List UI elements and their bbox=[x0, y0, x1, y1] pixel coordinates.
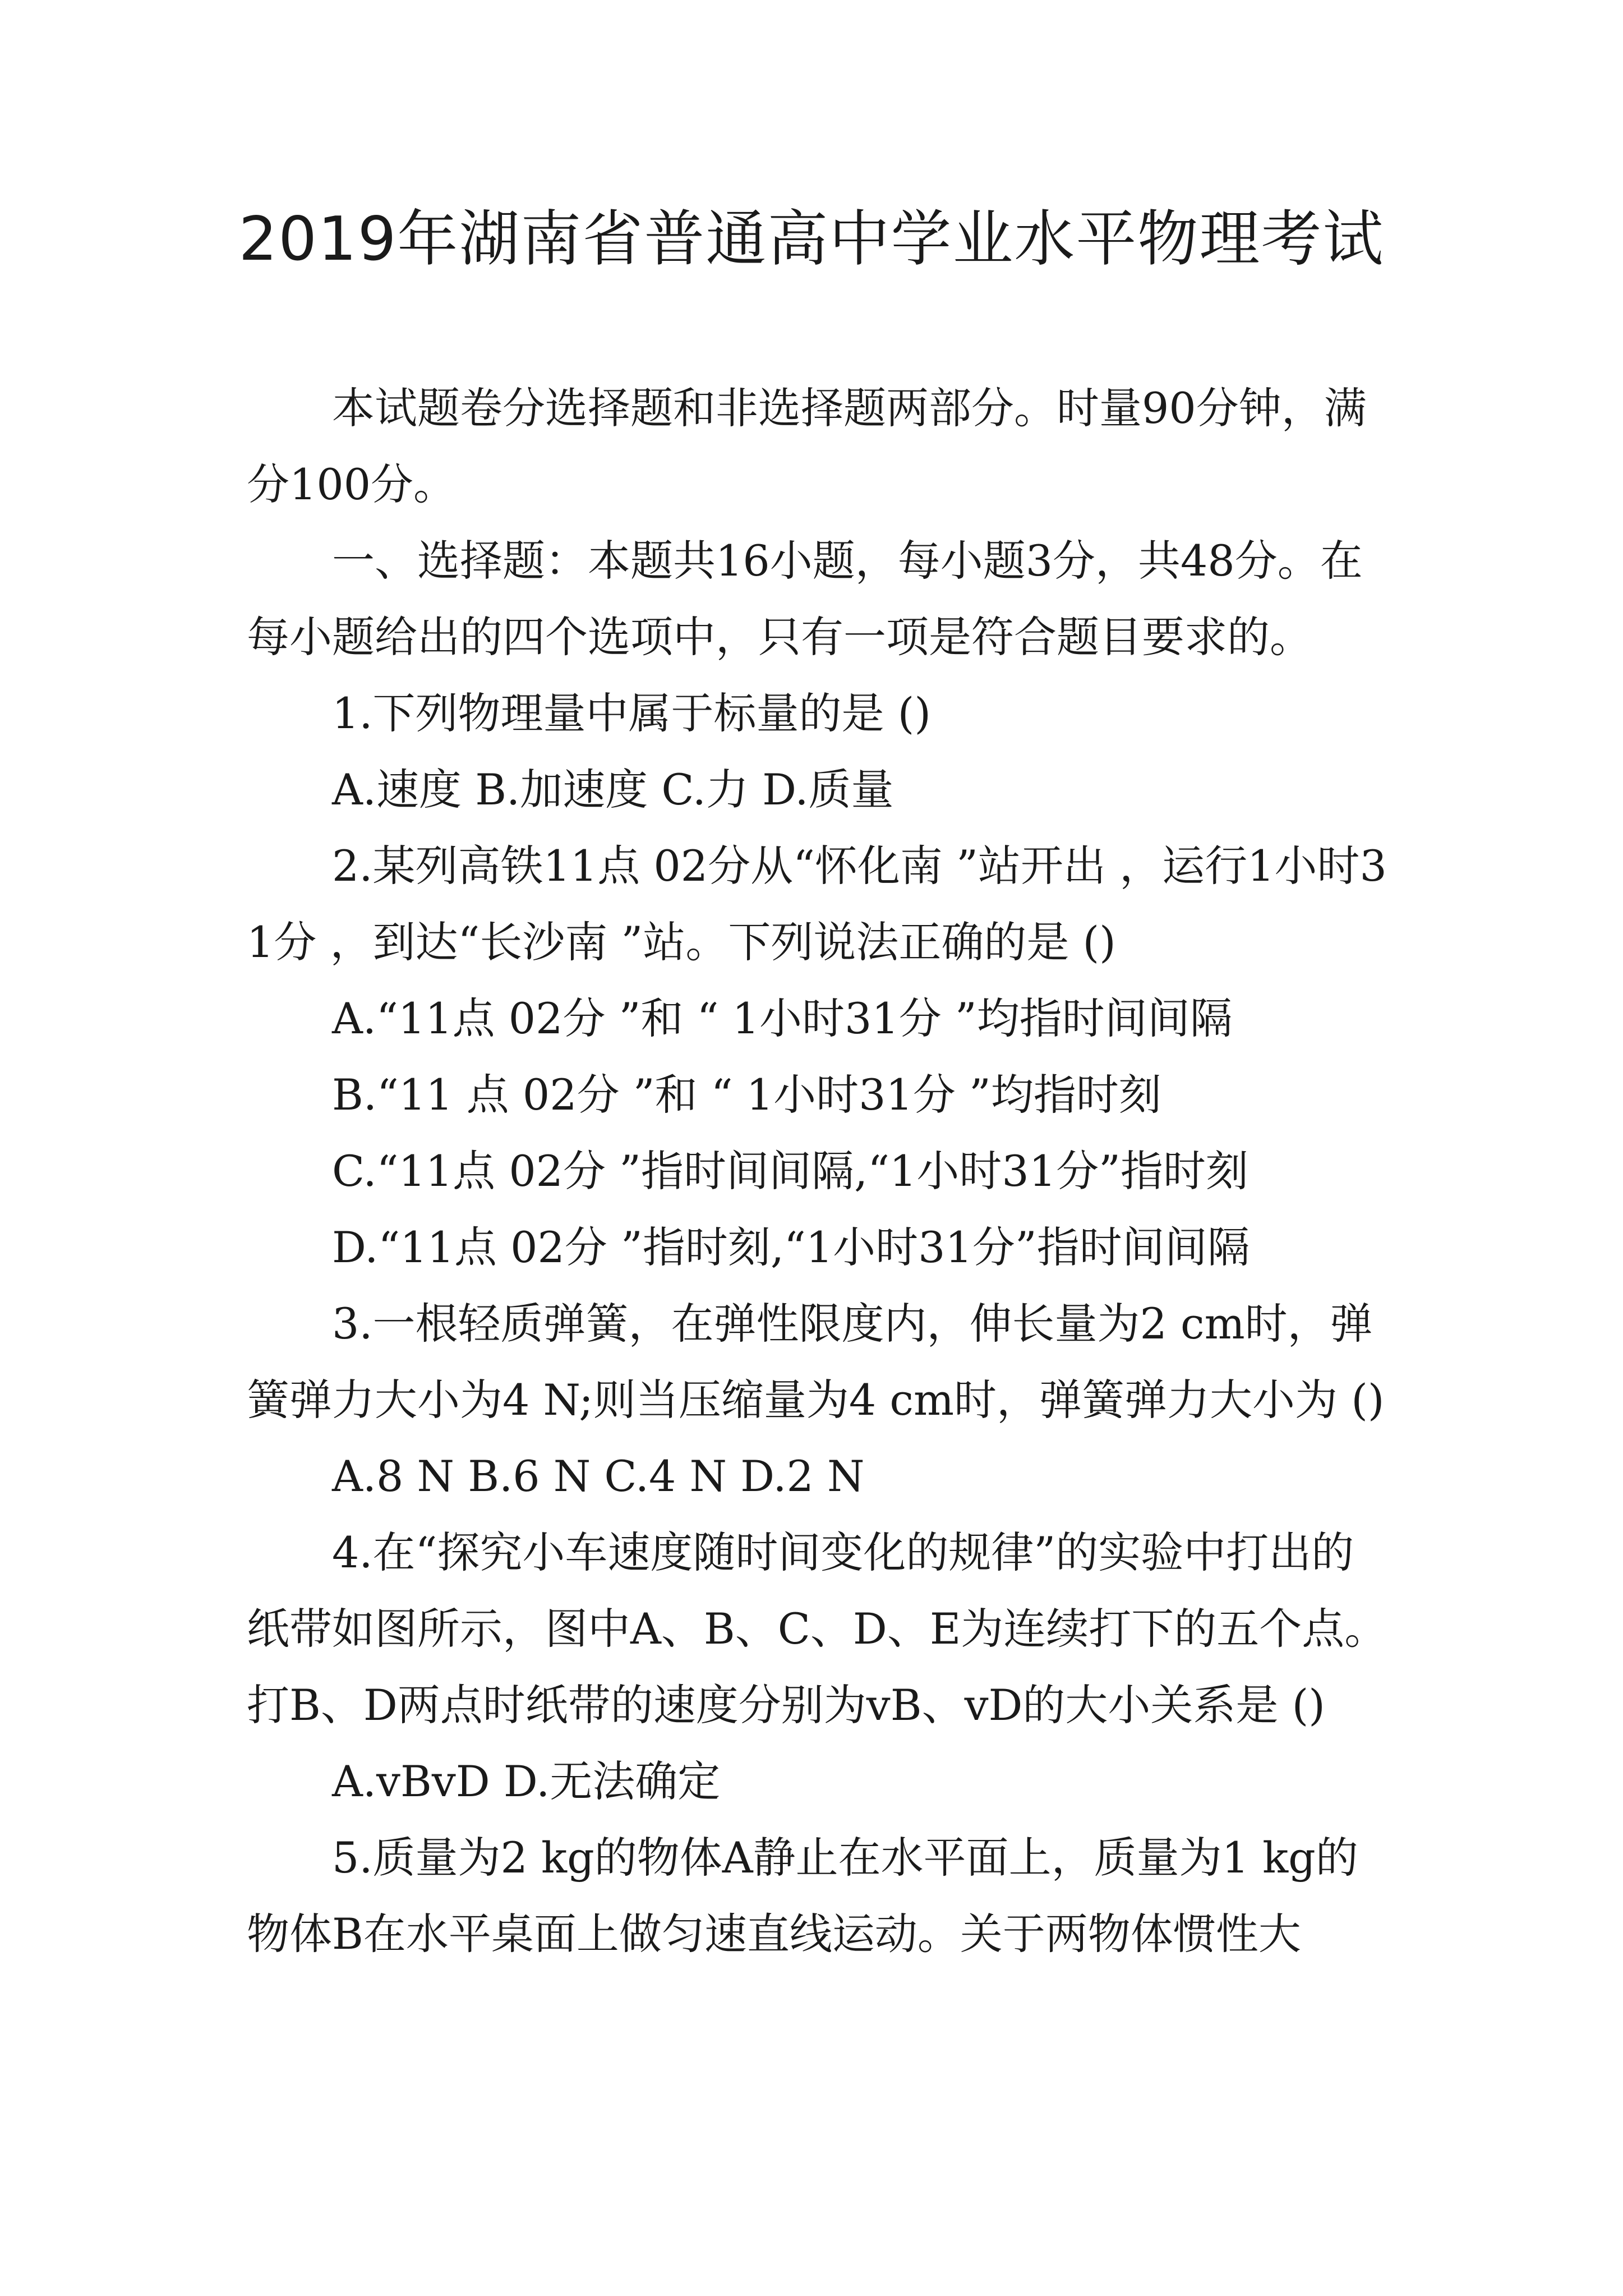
question-3-options: A.8 N B.6 N C.4 N D.2 N bbox=[332, 1451, 865, 1501]
question-2-option-a: A.“11点 02分 ”和 “ 1小时31分 ”均指时间间隔 bbox=[332, 993, 1233, 1043]
question-1-options: A.速度 B.加速度 C.力 D.质量 bbox=[332, 765, 894, 815]
question-4: 4.在“探究小车速度随时间变化的规律”的实验中打出的纸带如图所示，图中A、B、C、D、E为连续打下的五个点。打B、D两点时纸带的速度分别为vB、vD的大小关系是 () bbox=[247, 1527, 1387, 1730]
question-2-option-b: B.“11 点 02分 ”和 “ 1小时31分 ”均指时刻 bbox=[332, 1070, 1161, 1120]
question-2: 2.某列高铁11点 02分从“怀化南 ”站开出 ，运行1小时31分 ，到达“长沙南 ”站。下列说法正确的是 () bbox=[247, 841, 1387, 967]
document-title: 2019年湖南省普通高中学业水平物理考试 bbox=[238, 204, 1385, 274]
question-2-option-d: D.“11点 02分 ”指时刻,“1小时31分”指时间间隔 bbox=[332, 1222, 1250, 1272]
question-3: 3.一根轻质弹簧，在弹性限度内，伸长量为2 cm时，弹簧弹力大小为4 N;则当压缩量为4 cm时，弹簧弹力大小为 () bbox=[247, 1299, 1385, 1425]
question-1: 1.下列物理量中属于标量的是 () bbox=[332, 688, 931, 738]
document-body bbox=[247, 370, 1391, 1972]
section-heading-paragraph: 一、选择题：本题共16小题，每小题3分，共48分。在每小题给出的四个选项中，只有一项是符合题目要求的。 bbox=[247, 536, 1363, 662]
question-5: 5.质量为2 kg的物体A静止在水平面上，质量为1 kg的物体B在水平桌面上做匀速直线运动。关于两物体惯性大 bbox=[247, 1833, 1358, 1959]
intro-paragraph: 本试题卷分选择题和非选择题两部分。时量90分钟，满分100分。 bbox=[247, 383, 1367, 509]
question-4-options: A.vBvD D.无法确定 bbox=[332, 1756, 721, 1806]
question-2-option-c: C.“11点 02分 ”指时间间隔,“1小时31分”指时刻 bbox=[332, 1146, 1248, 1196]
